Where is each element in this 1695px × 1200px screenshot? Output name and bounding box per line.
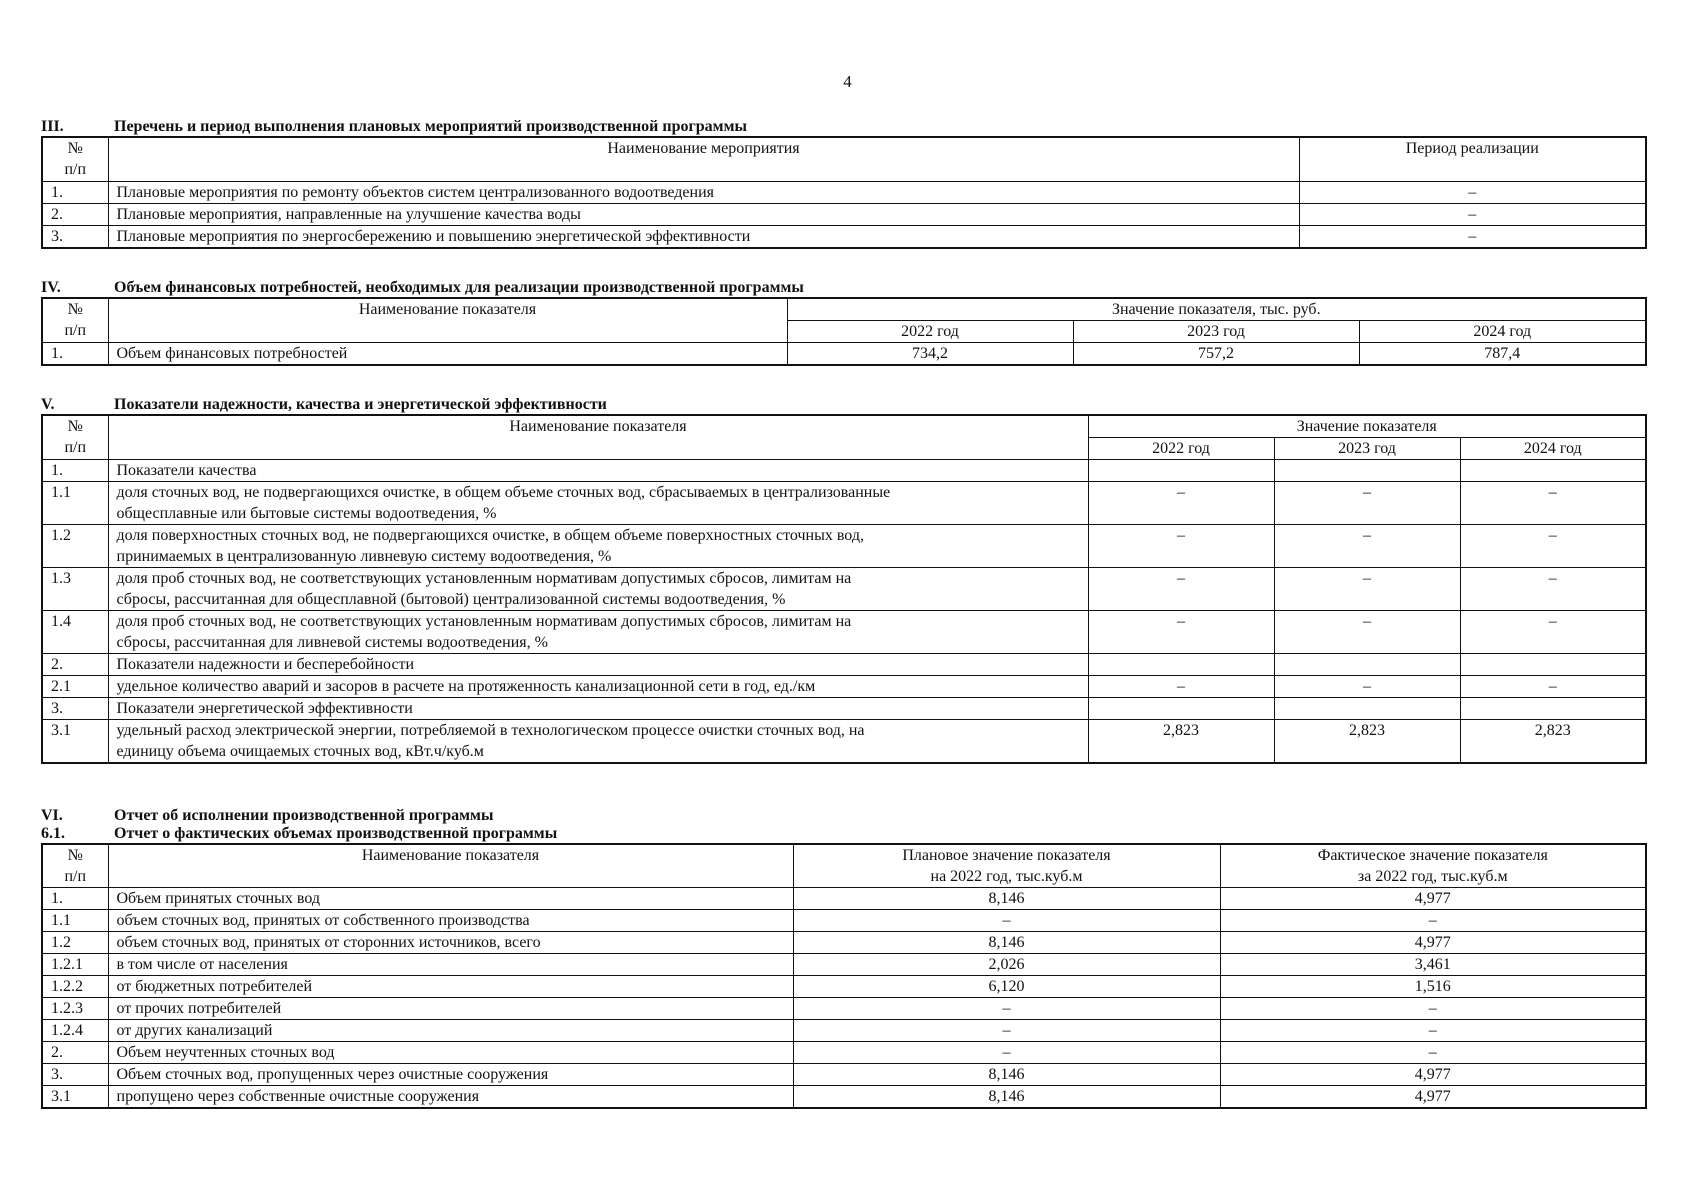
- value-2024: –: [1460, 568, 1646, 611]
- table-row: [42, 976, 1646, 998]
- row-period: –: [1299, 203, 1646, 225]
- row-name: в том числе от населения: [108, 954, 793, 976]
- value-2022: 734,2: [787, 343, 1073, 366]
- row-name-line-1: доля сточных вод, не подвергающихся очистке, в общем объеме сточных вод, сбрасываемых в централизованные: [116, 484, 891, 501]
- row-number: 2.: [42, 654, 108, 676]
- row-name-line-1: Показатели качества: [116, 462, 257, 479]
- col-header-2024: 2024 год: [1359, 321, 1646, 343]
- col-header-period: Период реализации: [1299, 137, 1646, 181]
- section-heading: Перечень и период выполнения плановых мероприятий производственной программы: [114, 118, 747, 135]
- row-name: [108, 460, 1088, 482]
- value-2022: [1088, 654, 1274, 676]
- table-row: [42, 525, 1646, 568]
- value-2024: –: [1460, 525, 1646, 568]
- row-name: объем сточных вод, принятых от собственного производства: [108, 910, 793, 932]
- value-2022: –: [1088, 611, 1274, 654]
- section-4: [41, 279, 1645, 366]
- col-header-2023: 2023 год: [1073, 321, 1359, 343]
- table-row: [42, 654, 1646, 676]
- table-row: [42, 181, 1646, 203]
- table-row: [42, 910, 1646, 932]
- col-header-no: № п/п: [42, 298, 108, 343]
- section-6: [41, 807, 1645, 1109]
- subsection-6-1-title: [41, 825, 1645, 843]
- value-2024: –: [1460, 482, 1646, 525]
- table-row: [42, 225, 1646, 248]
- row-number: 3.: [42, 1064, 108, 1086]
- value-fact: –: [1220, 998, 1646, 1020]
- value-fact: –: [1220, 1020, 1646, 1042]
- value-2022: –: [1088, 482, 1274, 525]
- table-row: [42, 482, 1646, 525]
- col-header-2024: 2024 год: [1460, 438, 1646, 460]
- row-name: Объем неучтенных сточных вод: [108, 1042, 793, 1064]
- row-name: [108, 676, 1088, 698]
- col-header-no: № п/п: [42, 415, 108, 460]
- row-number: 1.2.2: [42, 976, 108, 998]
- value-2022: –: [1088, 525, 1274, 568]
- row-number: 1.: [42, 343, 108, 366]
- row-name-line-1: удельное количество аварий и засоров в расчете на протяженность канализационной сети в год, ед./км: [116, 678, 816, 695]
- col-header-plan: Плановое значение показателя на 2022 год, тыс.куб.м: [793, 844, 1220, 888]
- value-2022: –: [1088, 568, 1274, 611]
- row-number: 1.: [42, 460, 108, 482]
- table-row: [42, 1042, 1646, 1064]
- value-2024: 2,823: [1460, 720, 1646, 764]
- row-number: 1.: [42, 888, 108, 910]
- table-row: [42, 343, 1646, 366]
- table-row: [42, 720, 1646, 764]
- row-number: 1.2.4: [42, 1020, 108, 1042]
- value-2022: [1088, 460, 1274, 482]
- row-name-line-2: сбросы, рассчитанная для ливневой системы водоотведения, %: [116, 634, 548, 651]
- row-name: Плановые мероприятия по ремонту объектов систем централизованного водоотведения: [108, 181, 1299, 203]
- row-name-line-1: удельный расход электрической энергии, потребляемой в технологическом процессе очистки сточных вод, на: [116, 722, 865, 739]
- section-heading: Объем финансовых потребностей, необходимых для реализации производственной программы: [114, 279, 804, 296]
- section-6-title: [41, 807, 1645, 825]
- row-name-line-1: Показатели надежности и бесперебойности: [116, 656, 415, 673]
- row-name: Плановые мероприятия по энергосбережению и повышению энергетической эффективности: [108, 225, 1299, 248]
- row-number: 1.4: [42, 611, 108, 654]
- value-fact: 4,977: [1220, 932, 1646, 954]
- section-4-title: [41, 279, 1645, 297]
- row-number: 1.1: [42, 482, 108, 525]
- subsection-heading: Отчет о фактических объемах производственной программы: [114, 825, 558, 842]
- row-name: от других канализаций: [108, 1020, 793, 1042]
- table-row: [42, 954, 1646, 976]
- row-number: 1.2.1: [42, 954, 108, 976]
- page-number: 4: [843, 72, 852, 91]
- row-name-line-2: принимаемых в централизованную ливневую систему водоотведения, %: [116, 548, 612, 565]
- section-number: VI.: [41, 807, 63, 824]
- value-plan: 8,146: [793, 1086, 1220, 1109]
- value-2023: 757,2: [1073, 343, 1359, 366]
- row-name: [108, 482, 1088, 525]
- row-number: 1.2.3: [42, 998, 108, 1020]
- value-plan: 6,120: [793, 976, 1220, 998]
- row-name: Плановые мероприятия, направленные на улучшение качества воды: [108, 203, 1299, 225]
- table-row: [42, 998, 1646, 1020]
- row-name: от бюджетных потребителей: [108, 976, 793, 998]
- col-header-2022: 2022 год: [787, 321, 1073, 343]
- table-row: [42, 611, 1646, 654]
- indicators-table: [41, 414, 1647, 764]
- row-name-line-1: доля поверхностных сточных вод, не подвергающихся очистке, в общем объеме поверхностных сточных вод,: [116, 527, 864, 544]
- value-2023: [1274, 654, 1460, 676]
- row-name: [108, 720, 1088, 764]
- row-name: [108, 568, 1088, 611]
- row-number: 3.: [42, 225, 108, 248]
- row-name: Объем сточных вод, пропущенных через очистные сооружения: [108, 1064, 793, 1086]
- value-plan: 8,146: [793, 932, 1220, 954]
- value-2023: –: [1274, 482, 1460, 525]
- section-3: [41, 118, 1645, 249]
- table-row: [42, 676, 1646, 698]
- value-2024: –: [1460, 676, 1646, 698]
- row-number: 1.2: [42, 525, 108, 568]
- row-number: 3.: [42, 698, 108, 720]
- section-number: IV.: [41, 279, 61, 296]
- row-number: 3.1: [42, 720, 108, 764]
- table-row: [42, 203, 1646, 225]
- value-2023: –: [1274, 525, 1460, 568]
- value-plan: –: [793, 1020, 1220, 1042]
- report-table: [41, 843, 1647, 1109]
- value-fact: 4,977: [1220, 888, 1646, 910]
- row-name: Объем принятых сточных вод: [108, 888, 793, 910]
- section-number: III.: [41, 118, 64, 135]
- row-number: 2.: [42, 203, 108, 225]
- value-2023: [1274, 698, 1460, 720]
- value-plan: 8,146: [793, 1064, 1220, 1086]
- col-header-name: Наименование мероприятия: [108, 137, 1299, 181]
- row-period: –: [1299, 181, 1646, 203]
- col-header-name: Наименование показателя: [108, 415, 1088, 460]
- col-header-no: № п/п: [42, 137, 108, 181]
- value-plan: –: [793, 910, 1220, 932]
- row-number: 2.1: [42, 676, 108, 698]
- value-fact: 3,461: [1220, 954, 1646, 976]
- row-name: от прочих потребителей: [108, 998, 793, 1020]
- table-row: [42, 888, 1646, 910]
- value-2024: –: [1460, 611, 1646, 654]
- row-name-line-2: единицу объема очищаемых сточных вод, кВт.ч/куб.м: [116, 743, 484, 760]
- row-name-line-1: доля проб сточных вод, не соответствующих установленным нормативам допустимых сбросов, лимитам на: [116, 613, 852, 630]
- table-row: [42, 1020, 1646, 1042]
- value-plan: –: [793, 1042, 1220, 1064]
- row-number: 1.1: [42, 910, 108, 932]
- table-row: [42, 460, 1646, 482]
- row-name: [108, 611, 1088, 654]
- value-fact: –: [1220, 1042, 1646, 1064]
- value-2023: [1274, 460, 1460, 482]
- table-row: [42, 568, 1646, 611]
- row-number: 1.3: [42, 568, 108, 611]
- value-plan: –: [793, 998, 1220, 1020]
- value-2022: [1088, 698, 1274, 720]
- value-2023: –: [1274, 611, 1460, 654]
- value-2024: 787,4: [1359, 343, 1646, 366]
- col-header-value: Значение показателя, тыс. руб.: [787, 298, 1646, 321]
- section-number: V.: [41, 396, 55, 413]
- col-header-no: № п/п: [42, 844, 108, 888]
- row-number: 2.: [42, 1042, 108, 1064]
- value-fact: 4,977: [1220, 1086, 1646, 1109]
- value-fact: –: [1220, 910, 1646, 932]
- value-plan: 2,026: [793, 954, 1220, 976]
- value-2023: –: [1274, 568, 1460, 611]
- value-fact: 1,516: [1220, 976, 1646, 998]
- finance-table: [41, 297, 1647, 366]
- value-2024: [1460, 698, 1646, 720]
- row-name: [108, 654, 1088, 676]
- value-2022: –: [1088, 676, 1274, 698]
- section-heading: Показатели надежности, качества и энергетической эффективности: [114, 396, 607, 413]
- row-number: 3.1: [42, 1086, 108, 1109]
- row-name: [108, 698, 1088, 720]
- row-name-line-2: общесплавные или бытовые системы водоотведения, %: [116, 505, 497, 522]
- col-header-2022: 2022 год: [1088, 438, 1274, 460]
- col-header-2023: 2023 год: [1274, 438, 1460, 460]
- section-heading: Отчет об исполнении производственной программы: [114, 807, 494, 824]
- section-5: [41, 396, 1645, 764]
- value-2023: 2,823: [1274, 720, 1460, 764]
- table-row: [42, 932, 1646, 954]
- row-number: 1.2: [42, 932, 108, 954]
- section-3-title: [41, 118, 1645, 136]
- value-plan: 8,146: [793, 888, 1220, 910]
- section-5-title: [41, 396, 1645, 414]
- value-2024: [1460, 654, 1646, 676]
- value-2024: [1460, 460, 1646, 482]
- table-row: [42, 698, 1646, 720]
- value-fact: 4,977: [1220, 1064, 1646, 1086]
- table-row: [42, 1086, 1646, 1109]
- row-name: пропущено через собственные очистные сооружения: [108, 1086, 793, 1109]
- col-header-name: Наименование показателя: [108, 844, 793, 888]
- row-name: [108, 525, 1088, 568]
- table-row: [42, 1064, 1646, 1086]
- row-name-line-1: Показатели энергетической эффективности: [116, 700, 413, 717]
- col-header-name: Наименование показателя: [108, 298, 787, 343]
- row-period: –: [1299, 225, 1646, 248]
- subsection-number: 6.1.: [41, 825, 65, 842]
- col-header-value: Значение показателя: [1088, 415, 1646, 438]
- row-name-line-1: доля проб сточных вод, не соответствующих установленным нормативам допустимых сбросов, лимитам на: [116, 570, 852, 587]
- row-number: 1.: [42, 181, 108, 203]
- value-2022: 2,823: [1088, 720, 1274, 764]
- events-table: [41, 136, 1647, 249]
- col-header-fact: Фактическое значение показателя за 2022 год, тыс.куб.м: [1220, 844, 1646, 888]
- value-2023: –: [1274, 676, 1460, 698]
- row-name-line-2: сбросы, рассчитанная для общесплавной (бытовой) централизованной системы водоотведения, %: [116, 591, 786, 608]
- row-name: Объем финансовых потребностей: [108, 343, 787, 366]
- row-name: объем сточных вод, принятых от сторонних источников, всего: [108, 932, 793, 954]
